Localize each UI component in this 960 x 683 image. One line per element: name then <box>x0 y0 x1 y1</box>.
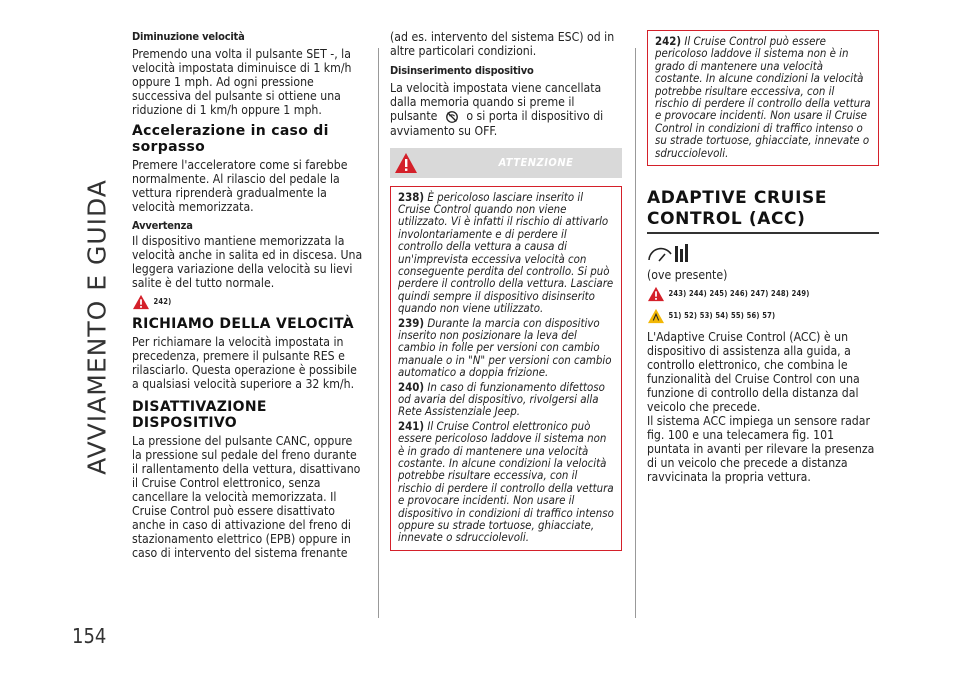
warning-box <box>647 30 879 166</box>
warning-item: 242) Il Cruise Control può essere pericoloso laddove il sistema non è in grado di mantenere una velocità costante. In alcune condizioni la velocità potrebbe risultare eccessiva, con il rischio di perdere il controllo della vettura e provocare incidenti. Non usare il Cruise Control in condizioni di traffico intenso o su strade tortuose, ghiacciate, innevate o sdrucciolevoli. <box>655 34 871 160</box>
warning-item: 239) Durante la marcia con dispositivo inserito non posizionare la leva del cambio in folle per versioni con cambio manuale o in "N" per versioni con cambio automatico a doppia frizione. <box>398 315 612 380</box>
sensor-cancel-icon <box>445 110 459 124</box>
page-number: 154 <box>72 624 107 648</box>
paragraph: Premendo una volta il pulsante SET -, la velocità impostata diminuisce di 1 km/h oppure 1 mph. Ad ogni pressione successiva del pulsante si ottiene una riduzione di 1 km/h oppure 1 mph. <box>132 47 352 117</box>
caution-ref-numbers: 51) 52) 53) 54) 55) 56) 57) <box>668 311 776 321</box>
warning-reference <box>132 294 364 310</box>
availability-note: (ove presente) <box>647 268 728 283</box>
paragraph: Il sistema ACC impiega un sensore radar fig. 100 e una telecamera fig. 101 puntata in avanti per rilevare la presenza di un veicolo che precede a distanza ravvicinata la propria vettura. <box>647 414 875 485</box>
subheading-disinserimento: Disinserimento dispositivo <box>390 64 534 77</box>
warning-item: 241) Il Cruise Control elettronico può essere pericoloso laddove il sistema non è in grado di mantenere una velocità costante. In alcune condizioni la velocità potrebbe risultare eccessiva, con il rischio di perdere il controllo della vettura e provocare incidenti. Non usare il dispositivo in condizioni di traffico intenso oppure su strade tortuose, ghiacciate, innevate o sdrucciolevoli. <box>398 418 614 545</box>
paragraph: Premere l'acceleratore come si farebbe normalmente. Al rilascio del pedale la vettura riprenderà gradualmente la velocità memorizzata. <box>132 158 348 214</box>
paragraph <box>390 81 622 138</box>
heading-richiamo: RICHIAMO DELLA VELOCITÀ <box>132 316 354 332</box>
warning-item: 240) In caso di funzionamento difettoso od avaria del dispositivo, rivolgersi alla Rete Assistenziale Jeep. <box>398 379 605 419</box>
attention-banner <box>390 148 622 178</box>
warning-box <box>390 186 622 551</box>
column-1 <box>132 30 364 560</box>
warning-reference <box>647 286 879 302</box>
heading-disattivazione: DISATTIVAZIONE DISPOSITIVO <box>132 399 267 431</box>
paragraph: (ad es. intervento del sistema ESC) od in altre particolari condizioni. <box>390 30 615 58</box>
paragraph-part: o si porta il dispositivo di avviamento su OFF. <box>390 109 604 138</box>
warning-item: 238) È pericoloso lasciare inserito il Cruise Control quando non viene utilizzato. Vi è infatti il rischio di attivarlo involontariamente e di perdere il controllo della vettura a causa di un'imprevista eccessiva velocità con conseguente perdita del controllo. Si può perdere il controllo della vettura. Lasciare quindi sempre il dispositivo disinserito quando non viene utilizzato. <box>398 189 614 316</box>
column-2 <box>390 30 622 551</box>
heading-sorpasso: Accelerazione in caso di sorpasso <box>132 123 329 155</box>
attention-label: ATTENZIONE <box>498 155 574 169</box>
paragraph: L'Adaptive Cruise Control (ACC) è un dispositivo di assistenza alla guida, a controllo elettronico, che combina le funzionalità del Cruise Control con una funzione di controllo della distanza dal veicolo che precede. <box>647 330 860 415</box>
paragraph: La pressione del pulsante CANC, oppure la pressione sul pedale del freno durante il rallentamento della vettura, disattivano il Cruise Control elettronico, senza cancellare la velocità memorizzata. Il Cruise Control può essere disattivato anche in caso di attivazione del freno di stazionamento elettrico (EPB) oppure in caso di intervento del sistema frenante <box>132 434 361 560</box>
heading-rule <box>647 232 879 234</box>
warning-triangle-icon <box>132 294 150 310</box>
paragraph: Per richiamare la velocità impostata in precedenza, premere il pulsante RES e rilasciarlo. Questa operazione è possibile a qualsiasi velocità superiore a 32 km/h. <box>132 335 357 391</box>
warning-triangle-icon <box>394 152 418 174</box>
column-divider <box>635 48 636 618</box>
warning-ref-number: 242) <box>153 297 172 306</box>
side-section-title: AVVIAMENTO E GUIDA <box>82 179 112 475</box>
warning-ref-numbers: 243) 244) 245) 246) 247) 248) 249) <box>668 289 810 299</box>
column-divider <box>378 48 379 618</box>
caution-reference <box>647 308 879 324</box>
warning-triangle-icon <box>647 286 665 302</box>
subheading-avvertenza: Avvertenza <box>132 219 193 232</box>
paragraph: Il dispositivo mantiene memorizzata la velocità anche in salita ed in discesa. Una leggera variazione della velocità su lievi salite è del tutto normale. <box>132 234 363 290</box>
heading-acc: ADAPTIVE CRUISE CONTROL (ACC) <box>647 188 828 230</box>
adaptive-cruise-icon <box>647 242 693 264</box>
caution-triangle-icon <box>647 308 665 324</box>
column-3 <box>647 30 879 484</box>
subheading-diminuzione: Diminuzione velocità <box>132 30 245 43</box>
paragraph-part: La velocità impostata viene cancellata dalla memoria quando si preme il pulsante <box>390 81 602 123</box>
